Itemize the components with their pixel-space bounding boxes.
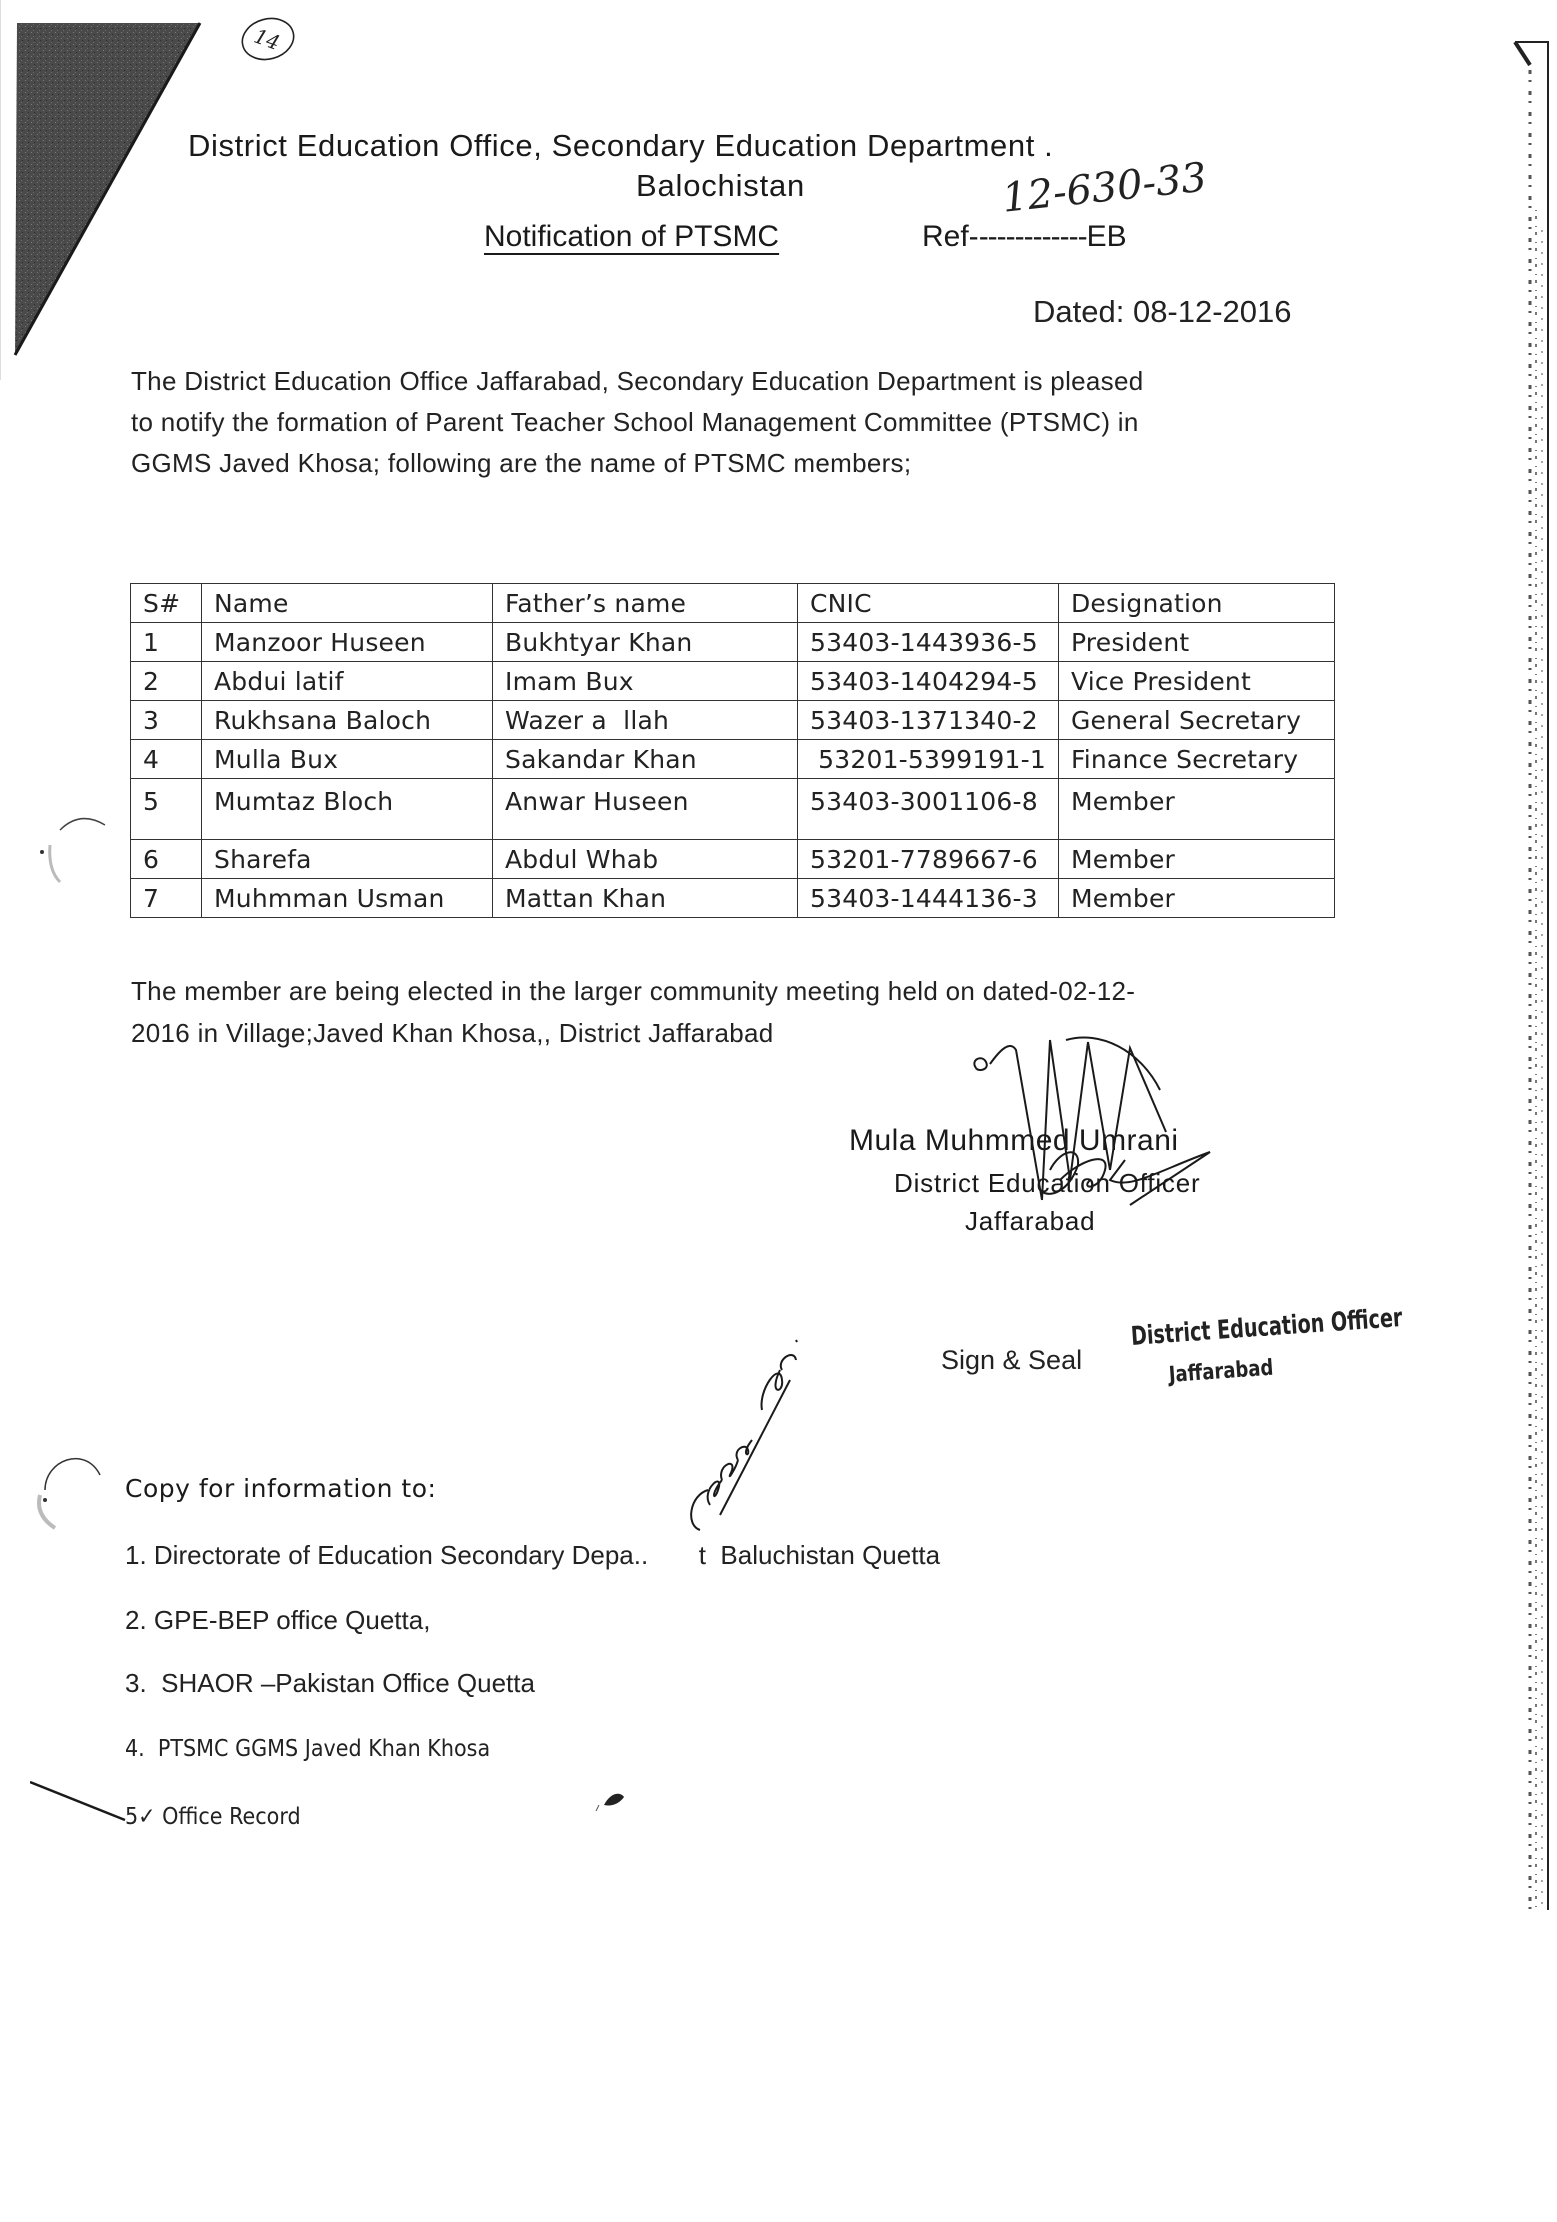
cell-sno: 4: [131, 740, 202, 779]
cell-sno: 7: [131, 879, 202, 918]
cell-father-name: Bukhtyar Khan: [493, 623, 798, 662]
intro-line: The District Education Office Jaffarabad, Secondary Education Department is pleased: [131, 366, 1144, 396]
table-row: [131, 701, 1335, 740]
signatory-city: Jaffarabad: [965, 1206, 1096, 1236]
cell-name: Muhmman Usman: [202, 879, 493, 918]
copy-recipient: 2. GPE-BEP office Quetta,: [125, 1605, 431, 1635]
cell-cnic: 53403-3001106-8: [798, 779, 1059, 840]
cell-cnic: 53201-7789667-6: [798, 840, 1059, 879]
cell-name: Manzoor Huseen: [202, 623, 493, 662]
header-father-name: Father’s name: [493, 584, 798, 623]
cell-cnic: 53201-5399191-1: [798, 740, 1059, 779]
handwritten-note: [670, 1290, 820, 1550]
ref-suffix: EB: [1086, 220, 1127, 253]
page-number-circle: [238, 14, 298, 64]
table-row: [131, 662, 1335, 701]
election-line: 2016 in Village;Javed Khan Khosa,, District Jaffarabad: [131, 1018, 774, 1048]
cell-designation: Member: [1058, 840, 1334, 879]
sign-seal-label: Sign & Seal: [941, 1345, 1083, 1375]
signatory-name: Mula Muhmmed Umrani: [849, 1124, 1179, 1157]
cell-cnic: 53403-1404294-5: [798, 662, 1059, 701]
ref-prefix: Ref-: [922, 220, 979, 253]
cell-designation: General Secretary: [1058, 701, 1334, 740]
reference-number: [922, 220, 1127, 254]
seal-stamp-city: Jaffarabad: [1168, 1355, 1275, 1388]
cell-sno: 6: [131, 840, 202, 879]
copy-recipient: 1. Directorate of Education Secondary Depa.. t Baluchistan Quetta: [125, 1540, 941, 1570]
signatory-title: District Education Officer: [894, 1168, 1201, 1198]
copy-recipient: 3. SHAOR –Pakistan Office Quetta: [125, 1668, 535, 1698]
cell-sno: 5: [131, 779, 202, 840]
table-row: [131, 779, 1335, 840]
intro-line: GGMS Javed Khosa; following are the name of PTSMC members;: [131, 448, 912, 478]
cell-father-name: Abdul Whab: [493, 840, 798, 879]
cell-sno: 1: [131, 623, 202, 662]
office-heading: District Education Office, Secondary Education Department .: [188, 128, 1054, 163]
cell-name: Sharefa: [202, 840, 493, 879]
seal-stamp-title: District Education Officer: [1130, 1303, 1404, 1352]
cell-sno: 3: [131, 701, 202, 740]
table-row: [131, 879, 1335, 918]
cell-name: Mumtaz Bloch: [202, 779, 493, 840]
cell-designation: Member: [1058, 879, 1334, 918]
handwritten-signature: [960, 1030, 1280, 1270]
cell-designation: Member: [1058, 779, 1334, 840]
table-row: [131, 623, 1335, 662]
page-number: 14: [250, 23, 284, 55]
province-heading: Balochistan: [636, 168, 806, 203]
cell-cnic: 53403-1444136-3: [798, 879, 1059, 918]
punch-hole-mark: [25, 1440, 135, 1540]
cell-father-name: Anwar Huseen: [493, 779, 798, 840]
cell-designation: Vice President: [1058, 662, 1334, 701]
table-header-row: [131, 584, 1335, 623]
cell-designation: Finance Secretary: [1058, 740, 1334, 779]
members-table: [130, 583, 1335, 918]
cell-name: Abdui latif: [202, 662, 493, 701]
election-line: The member are being elected in the larger community meeting held on dated-02-12-: [131, 976, 1136, 1006]
cell-sno: 2: [131, 662, 202, 701]
cell-cnic: 53403-1443936-5: [798, 623, 1059, 662]
ref-dashes: ------------: [978, 220, 1087, 253]
ref-handwritten-number: 12-630-33: [1000, 154, 1209, 222]
cell-name: Rukhsana Baloch: [202, 701, 493, 740]
header-cnic: CNIC: [798, 584, 1059, 623]
header-designation: Designation: [1058, 584, 1334, 623]
cell-father-name: Mattan Khan: [493, 879, 798, 918]
copy-recipient: 4. PTSMC GGMS Javed Khan Khosa: [125, 1736, 491, 1762]
cell-father-name: Wazer a llah: [493, 701, 798, 740]
copy-recipient: 5✓ Office Record: [125, 1804, 301, 1830]
cell-name: Mulla Bux: [202, 740, 493, 779]
table-row: [131, 740, 1335, 779]
copy-info-title: Copy for information to:: [125, 1474, 437, 1503]
header-name: Name: [202, 584, 493, 623]
notification-date: Dated: 08-12-2016: [1033, 294, 1292, 329]
tick-mark-icon: [30, 1780, 170, 1840]
cell-designation: President: [1058, 623, 1334, 662]
header-sno: S#: [131, 584, 202, 623]
cell-father-name: Sakandar Khan: [493, 740, 798, 779]
cell-cnic: 53403-1371340-2: [798, 701, 1059, 740]
ink-smudge: [590, 1785, 630, 1815]
cell-father-name: Imam Bux: [493, 662, 798, 701]
notification-title: Notification of PTSMC: [484, 220, 780, 253]
intro-line: to notify the formation of Parent Teacher School Management Committee (PTSMC) in: [131, 407, 1139, 437]
punch-hole-mark: [20, 800, 130, 900]
scan-binding-edge: [1490, 30, 1557, 1930]
table-row: [131, 840, 1335, 879]
